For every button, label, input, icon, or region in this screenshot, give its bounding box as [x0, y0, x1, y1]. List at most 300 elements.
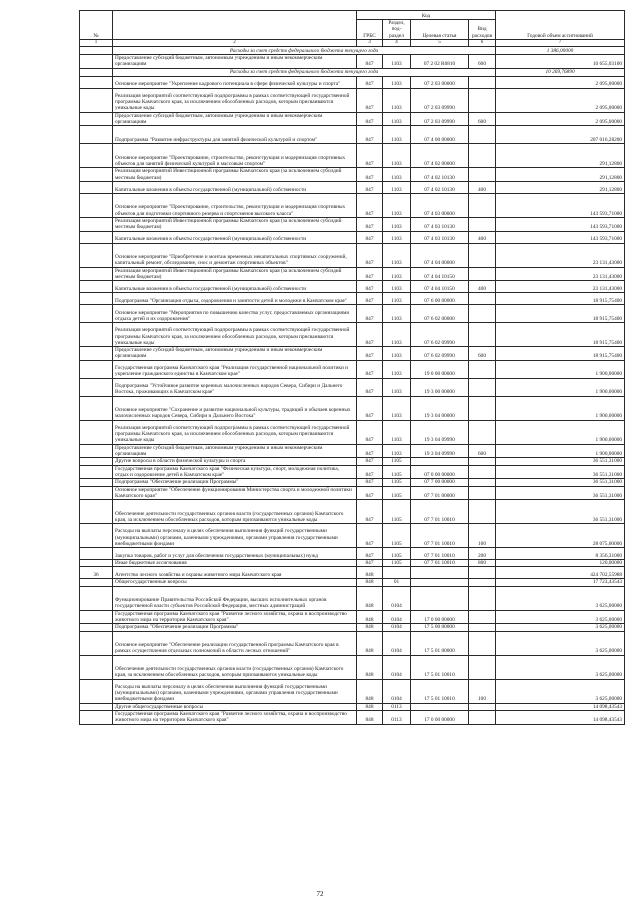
table-row	[80, 655, 625, 679]
cell-total: 28 075,00000	[496, 524, 625, 548]
cell-razdel: 1103	[383, 281, 411, 293]
page-number: 72	[316, 890, 324, 898]
cell-cel: 07 2 02 R0810	[411, 55, 469, 69]
cell-vid	[469, 610, 496, 624]
cell-name: Основное мероприятие "Проектирование, строительство, реконструкция и модернизация спортивных объектов для подготовки спортивного резерва и спортсменов высокого класса"	[113, 193, 357, 217]
table-row	[80, 524, 625, 548]
table-row	[80, 500, 625, 524]
table-row	[80, 624, 625, 631]
cell-vid	[469, 500, 496, 524]
table-row	[80, 586, 625, 610]
cell-name: Подпрограмма "Обеспечение реализации Программы"	[113, 624, 357, 631]
cell-funding-source: Расходы за счет средств федерального бюджета текущего года	[113, 68, 496, 76]
cell-razdel: 1103	[383, 193, 411, 217]
cell-num	[80, 193, 113, 217]
header-total: Годовой объем ассигнований	[496, 11, 625, 40]
cell-total: 291,12800	[496, 181, 625, 193]
cell-grbs: 848	[357, 679, 383, 703]
cell-grbs: 847	[357, 458, 383, 465]
cell-cel: 19 3 04 00000	[411, 396, 469, 420]
cell-razdel: 1103	[383, 293, 411, 305]
cell-name: Основное мероприятие "Приобретение и монтаж временных некапитальных спортивных сооружений, капитальный ремонт, обследование, снос и демонтаж спортивных объектов"	[113, 243, 357, 267]
table-row	[80, 703, 625, 710]
table-row	[80, 347, 625, 361]
cell-name: Обеспечение деятельности государственных органов власти (государственных органов) Камчатского края, за исключением обособленных расходов, которым присваиваются уникальные коды	[113, 655, 357, 679]
cell-cel: 17 0 00 00000	[411, 710, 469, 724]
cell-vid	[469, 144, 496, 168]
cell-num	[80, 655, 113, 679]
cell-num	[80, 679, 113, 703]
table-row	[80, 548, 625, 560]
cell-vid: 800	[469, 560, 496, 567]
cell-num	[80, 88, 113, 112]
cell-razdel: 1103	[383, 168, 411, 182]
cell-razdel: 1103	[383, 217, 411, 231]
cell-grbs: 847	[357, 144, 383, 168]
cell-grbs: 847	[357, 112, 383, 126]
cell-razdel: 1105	[383, 465, 411, 479]
cell-total: 1 900,00000	[496, 444, 625, 458]
table-row	[80, 267, 625, 281]
cell-vid	[469, 465, 496, 479]
cell-cel: 07 4 04 00000	[411, 243, 469, 267]
cell-razdel: 1103	[383, 112, 411, 126]
cell-num	[80, 378, 113, 396]
cell-vid	[469, 396, 496, 420]
cell-cel: 07 7 01 10010	[411, 500, 469, 524]
table-row	[80, 76, 625, 88]
table-row	[80, 486, 625, 500]
cell-num	[80, 347, 113, 361]
cell-razdel: 1103	[383, 360, 411, 378]
cell-cel: 07 7 01 10010	[411, 548, 469, 560]
cell-cel: 07 4 00 00000	[411, 126, 469, 144]
cell-grbs: 847	[357, 444, 383, 458]
cell-total: 36 551,31000	[496, 458, 625, 465]
cell-grbs: 847	[357, 305, 383, 323]
cell-vid: 600	[469, 55, 496, 69]
table-row	[80, 458, 625, 465]
cell-vid	[469, 323, 496, 347]
cell-razdel: 1103	[383, 396, 411, 420]
cell-name: Реализация мероприятий соответствующей подпрограммы в рамках соответствующей государственной программы Камчатского края, за исключением обособленных расходов, которым присваиваются уникальные коды	[113, 88, 357, 112]
table-row	[80, 567, 625, 579]
cell-vid	[469, 88, 496, 112]
cell-razdel: 0113	[383, 703, 411, 710]
funding-source-row	[80, 47, 625, 55]
column-index: 4	[383, 39, 411, 46]
cell-total: 207 016,28200	[496, 126, 625, 144]
cell-cel: 19 3 00 00000	[411, 378, 469, 396]
cell-vid	[469, 458, 496, 465]
cell-total: 17 723,43543	[496, 579, 625, 586]
cell-vid	[469, 567, 496, 579]
cell-razdel: 1105	[383, 458, 411, 465]
cell-grbs: 848	[357, 703, 383, 710]
header-grbs: ГРБС	[357, 20, 383, 40]
cell-num	[80, 243, 113, 267]
cell-total: 2 095,00000	[496, 112, 625, 126]
cell-name: Общегосударственные вопросы	[113, 579, 357, 586]
cell-vid	[469, 126, 496, 144]
header-num: №	[80, 11, 113, 40]
cell-num	[80, 560, 113, 567]
cell-cel: 07 6 02 09990	[411, 323, 469, 347]
funding-source-row	[80, 68, 625, 76]
cell-cel: 07 0 00 00000	[411, 465, 469, 479]
cell-name: Иные бюджетные ассигнования	[113, 560, 357, 567]
cell-grbs: 847	[357, 193, 383, 217]
cell-grbs: 848	[357, 586, 383, 610]
cell-total: 1 900,00000	[496, 378, 625, 396]
table-row	[80, 168, 625, 182]
table-row	[80, 126, 625, 144]
cell-name: Реализация мероприятий Инвестиционной программы Камчатского края (за исключением субсидий местным бюджетам)	[113, 267, 357, 281]
cell-num	[80, 112, 113, 126]
cell-num	[80, 420, 113, 444]
cell-cel: 19 0 00 00000	[411, 360, 469, 378]
cell-name: Основное мероприятие "Укрепление кадрового потенциала в сфере физической культуры и спорта"	[113, 76, 357, 88]
cell-grbs: 847	[357, 76, 383, 88]
cell-vid	[469, 624, 496, 631]
cell-razdel: 1105	[383, 548, 411, 560]
cell-name: Подпрограмма "Устойчивое развитие коренных малочисленных народов Севера, Сибири и Дальнего Востока, проживающих в Камчатском крае"	[113, 378, 357, 396]
cell-num	[80, 631, 113, 655]
cell-razdel: 01	[383, 579, 411, 586]
cell-total: 1 900,00000	[496, 420, 625, 444]
cell-num	[80, 500, 113, 524]
cell-name: Основное мероприятие "Проектирование, строительство, реконструкция и модернизация спортивных объектов для занятий физической культурой и массовым спортом"	[113, 144, 357, 168]
cell-cel: 07 4 02 10130	[411, 181, 469, 193]
cell-name: Другие общегосударственные вопросы	[113, 703, 357, 710]
cell-razdel: 1103	[383, 305, 411, 323]
cell-num	[80, 323, 113, 347]
cell-num	[80, 479, 113, 486]
cell-vid	[469, 479, 496, 486]
cell-num	[80, 168, 113, 182]
cell-num	[80, 76, 113, 88]
cell-grbs: 847	[357, 243, 383, 267]
cell-razdel: 0104	[383, 679, 411, 703]
cell-total: 3 625,00000	[496, 624, 625, 631]
cell-total: 10 269,76890	[496, 68, 625, 76]
cell-grbs: 847	[357, 378, 383, 396]
header-cel: Целевая статья	[411, 20, 469, 40]
cell-grbs: 848	[357, 610, 383, 624]
cell-cel: 07 7 01 10010	[411, 524, 469, 548]
column-index: 7	[496, 39, 625, 46]
table-row	[80, 305, 625, 323]
cell-razdel: 1103	[383, 267, 411, 281]
cell-num	[80, 458, 113, 465]
cell-grbs: 847	[357, 231, 383, 243]
table-row	[80, 560, 625, 567]
cell-total: 1 386,00000	[496, 47, 625, 55]
cell-name: Основное мероприятие "Обеспечение функционирования Министерства спорта и молодежной политики Камчатского края"	[113, 486, 357, 500]
table-row	[80, 710, 625, 724]
cell-cel: 07 7 00 00000	[411, 479, 469, 486]
column-index: 6	[469, 39, 496, 46]
cell-razdel: 1103	[383, 88, 411, 112]
cell-razdel: 0113	[383, 710, 411, 724]
cell-name: Другие вопросы в области физической культуры и спорта	[113, 458, 357, 465]
cell-name: Государственная программа Камчатского края "Развитие лесного хозяйства, охрана и воспроизводство животного мира на территории Камчатского края"	[113, 610, 357, 624]
cell-vid: 100	[469, 679, 496, 703]
cell-num	[80, 624, 113, 631]
header-vid: Вид расходов	[469, 20, 496, 40]
cell-name: Реализация мероприятий соответствующей подпрограммы в рамках соответствующей государственной программы Камчатского края, за исключением обособленных расходов, которым присваиваются уникальные коды	[113, 323, 357, 347]
cell-total: 18 915,75400	[496, 347, 625, 361]
cell-grbs: 848	[357, 579, 383, 586]
cell-cel	[411, 567, 469, 579]
cell-name: Государственная программа Камчатского края "Реализация государственной национальной политики и укрепление гражданского единства в Камчатском крае"	[113, 360, 357, 378]
cell-name: Предоставление субсидий бюджетным, автономным учреждениям и иным некоммерческим организациям	[113, 55, 357, 69]
cell-total: 23 131,43000	[496, 267, 625, 281]
cell-total: 1 900,00000	[496, 360, 625, 378]
cell-vid	[469, 710, 496, 724]
table-row	[80, 360, 625, 378]
cell-vid	[469, 655, 496, 679]
cell-total: 143 593,71000	[496, 231, 625, 243]
cell-razdel: 1103	[383, 444, 411, 458]
cell-name: Государственная программа Камчатского края "Развитие лесного хозяйства, охрана и воспроизводство животного мира на территории Камчатского края"	[113, 710, 357, 724]
cell-total: 3 625,00000	[496, 655, 625, 679]
cell-vid	[469, 243, 496, 267]
cell-num	[80, 703, 113, 710]
cell-total: 36 551,31000	[496, 486, 625, 500]
cell-name: Капитальные вложения в объекты государственной (муниципальной) собственности	[113, 181, 357, 193]
cell-cel	[411, 458, 469, 465]
cell-cel: 07 6 02 09990	[411, 347, 469, 361]
cell-cel: 07 7 01 00000	[411, 486, 469, 500]
table-row	[80, 679, 625, 703]
cell-cel: 07 2 03 00000	[411, 76, 469, 88]
cell-name: Подпрограмма "Обеспечение реализации Программы"	[113, 479, 357, 486]
cell-grbs: 847	[357, 420, 383, 444]
cell-grbs: 847	[357, 181, 383, 193]
header-code-group: Код	[357, 11, 496, 20]
column-index: 1	[80, 39, 113, 46]
cell-cel: 07 7 01 10010	[411, 560, 469, 567]
cell-vid	[469, 305, 496, 323]
table-row	[80, 323, 625, 347]
cell-razdel: 0104	[383, 655, 411, 679]
cell-vid: 100	[469, 524, 496, 548]
cell-razdel: 0104	[383, 586, 411, 610]
cell-name: Реализация мероприятий соответствующей подпрограммы в рамках соответствующей государственной программы Камчатского края, за исключением обособленных расходов, которым присваиваются уникальные коды	[113, 420, 357, 444]
cell-grbs: 847	[357, 524, 383, 548]
cell-num	[80, 293, 113, 305]
cell-grbs: 848	[357, 655, 383, 679]
cell-grbs: 847	[357, 126, 383, 144]
cell-razdel: 1103	[383, 347, 411, 361]
cell-vid: 600	[469, 347, 496, 361]
column-index: 5	[411, 39, 469, 46]
cell-cel: 19 3 04 09990	[411, 444, 469, 458]
cell-name: Подпрограмма "Организация отдыха, оздоровления и занятости детей и молодежи в Камчатском крае"	[113, 293, 357, 305]
cell-razdel: 1103	[383, 55, 411, 69]
cell-name: Основное мероприятие "Сохранение и развитие национальной культуры, традиций и обычаев коренных малочисленных народов Севера, Сибири и Дальнего Востока"	[113, 396, 357, 420]
cell-vid	[469, 586, 496, 610]
cell-name: Агентство лесного хозяйства и охраны животного мира Камчатского края	[113, 567, 357, 579]
cell-grbs: 847	[357, 323, 383, 347]
table-row	[80, 631, 625, 655]
cell-grbs: 847	[357, 293, 383, 305]
table-row	[80, 444, 625, 458]
cell-cel: 07 4 03 10130	[411, 217, 469, 231]
cell-cel	[411, 703, 469, 710]
table-row	[80, 112, 625, 126]
cell-razdel: 0104	[383, 610, 411, 624]
cell-name: Предоставление субсидий бюджетным, автономным учреждениям и иным некоммерческим организациям	[113, 444, 357, 458]
cell-cel: 07 4 02 10130	[411, 168, 469, 182]
cell-cel: 07 6 02 00000	[411, 305, 469, 323]
cell-grbs: 847	[357, 465, 383, 479]
cell-cel: 07 4 04 10150	[411, 267, 469, 281]
cell-grbs: 847	[357, 347, 383, 361]
cell-razdel: 1103	[383, 323, 411, 347]
cell-razdel: 1103	[383, 231, 411, 243]
cell-grbs: 847	[357, 55, 383, 69]
cell-num	[80, 305, 113, 323]
cell-num	[80, 396, 113, 420]
cell-name: Основное мероприятие "Обеспечение реализации государственной программы Камчатского края в рамках осуществления отдельных полномочий в области лесных отношений"	[113, 631, 357, 655]
cell-num	[80, 55, 113, 69]
cell-num	[80, 144, 113, 168]
cell-total: 2 095,00000	[496, 76, 625, 88]
cell-cel: 17 5 01 10010	[411, 655, 469, 679]
cell-vid	[469, 420, 496, 444]
cell-razdel: 0104	[383, 631, 411, 655]
cell-name: Функционирование Правительства Российской Федерации, высших исполнительных органов государственной власти субъектов Российской Федерации, местных администраций	[113, 586, 357, 610]
cell-name: Реализация мероприятий Инвестиционной программы Камчатского края (за исключением субсидий местным бюджетам)	[113, 168, 357, 182]
table-row	[80, 231, 625, 243]
cell-cel: 07 6 00 00000	[411, 293, 469, 305]
table-row	[80, 217, 625, 231]
cell-razdel: 1103	[383, 181, 411, 193]
cell-vid	[469, 193, 496, 217]
cell-razdel: 1103	[383, 126, 411, 144]
cell-name: Предоставление субсидий бюджетным, автономным учреждениям и иным некоммерческим организациям	[113, 112, 357, 126]
cell-total: 143 593,71000	[496, 217, 625, 231]
cell-razdel: 1103	[383, 144, 411, 168]
cell-grbs: 848	[357, 567, 383, 579]
cell-funding-source: Расходы за счет средств федерального бюджета текущего года	[113, 47, 496, 55]
header-razdel: Раздел, под-раздел	[383, 20, 411, 40]
cell-vid	[469, 168, 496, 182]
cell-cel: 19 3 04 09990	[411, 420, 469, 444]
cell-razdel: 1105	[383, 500, 411, 524]
cell-total: 10 655,03100	[496, 55, 625, 69]
table-row	[80, 243, 625, 267]
cell-num	[80, 486, 113, 500]
cell-num	[80, 444, 113, 458]
column-index-row	[80, 39, 625, 46]
cell-total: 8 356,31000	[496, 548, 625, 560]
table-row	[80, 88, 625, 112]
cell-grbs: 848	[357, 624, 383, 631]
cell-vid: 400	[469, 281, 496, 293]
cell-total: 3 625,00000	[496, 610, 625, 624]
cell-cel: 07 2 03 09990	[411, 112, 469, 126]
cell-grbs: 847	[357, 360, 383, 378]
cell-num	[80, 217, 113, 231]
table-header	[80, 11, 625, 47]
cell-total: 18 915,75400	[496, 293, 625, 305]
cell-vid	[469, 486, 496, 500]
cell-total: 120,00000	[496, 560, 625, 567]
cell-name: Предоставление субсидий бюджетным, автономным учреждениям и иным некоммерческим организациям	[113, 347, 357, 361]
header-name	[113, 11, 357, 40]
cell-razdel: 1105	[383, 560, 411, 567]
cell-cel: 07 4 02 00000	[411, 144, 469, 168]
cell-cel: 07 4 03 00000	[411, 193, 469, 217]
cell-total: 3 625,00000	[496, 631, 625, 655]
cell-grbs: 848	[357, 710, 383, 724]
cell-num	[80, 126, 113, 144]
cell-grbs: 847	[357, 281, 383, 293]
cell-grbs: 847	[357, 548, 383, 560]
cell-num	[80, 267, 113, 281]
table-row	[80, 281, 625, 293]
cell-cel: 17 5 01 10010	[411, 679, 469, 703]
table-row	[80, 55, 625, 69]
cell-num	[80, 360, 113, 378]
cell-num	[80, 579, 113, 586]
cell-cel: 07 2 03 09990	[411, 88, 469, 112]
cell-total: 3 625,00000	[496, 679, 625, 703]
cell-total: 1 900,00000	[496, 396, 625, 420]
cell-total: 14 098,43543	[496, 710, 625, 724]
table-row	[80, 144, 625, 168]
cell-name: Капитальные вложения в объекты государственной (муниципальной) собственности	[113, 231, 357, 243]
table-row	[80, 610, 625, 624]
cell-razdel	[383, 567, 411, 579]
cell-total: 18 915,75400	[496, 305, 625, 323]
cell-grbs: 847	[357, 168, 383, 182]
cell-total: 2 095,00000	[496, 88, 625, 112]
cell-total: 23 131,43000	[496, 281, 625, 293]
cell-num	[80, 281, 113, 293]
cell-total: 143 593,71000	[496, 193, 625, 217]
table-row	[80, 181, 625, 193]
cell-cel: 17 0 00 00000	[411, 610, 469, 624]
cell-razdel: 0104	[383, 624, 411, 631]
table-row	[80, 396, 625, 420]
cell-total: 36 551,31000	[496, 479, 625, 486]
table-row	[80, 465, 625, 479]
cell-num	[80, 586, 113, 610]
cell-grbs: 847	[357, 560, 383, 567]
cell-name: Закупка товаров, работ и услуг для обеспечения государственных (муниципальных) нужд	[113, 548, 357, 560]
table-row	[80, 378, 625, 396]
cell-vid	[469, 703, 496, 710]
cell-cel: 07 4 04 10150	[411, 281, 469, 293]
cell-razdel: 1103	[383, 76, 411, 88]
cell-vid	[469, 217, 496, 231]
cell-razdel: 1105	[383, 486, 411, 500]
cell-cel	[411, 586, 469, 610]
cell-name: Капитальные вложения в объекты государственной (муниципальной) собственности	[113, 281, 357, 293]
cell-grbs: 847	[357, 479, 383, 486]
cell-razdel: 1103	[383, 378, 411, 396]
cell-cel: 17 5 00 00000	[411, 624, 469, 631]
cell-vid: 200	[469, 548, 496, 560]
cell-razdel: 1103	[383, 243, 411, 267]
table-body	[80, 47, 625, 724]
cell-vid	[469, 631, 496, 655]
cell-vid: 400	[469, 231, 496, 243]
